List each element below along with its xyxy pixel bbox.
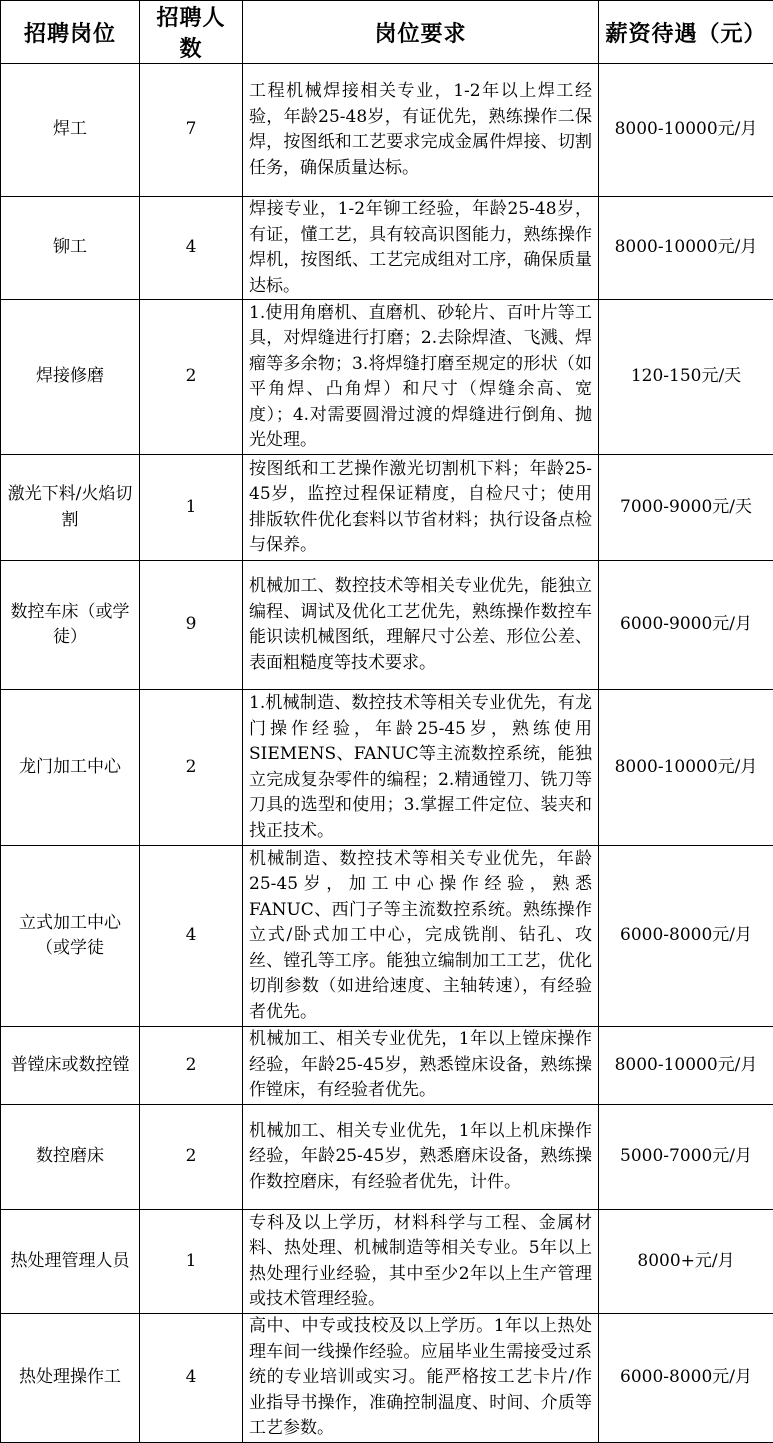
requirements-cell: 机械加工、相关专业优先，1年以上机床操作经验，年龄25-45岁，熟悉磨床设备，熟练操作数控磨床，有经验者优先，计件。 [243,1105,599,1210]
requirements-cell: 按图纸和工艺操作激光切割机下料；年龄25-45岁，监控过程保证精度，自检尺寸；使用排版软件优化套料以节省材料；执行设备点检与保养。 [243,455,599,561]
requirements-cell: 1.机械制造、数控技术等相关专业优先，有龙门操作经验，年龄25-45岁，熟练使用SIEMENS、FANUC等主流数控系统，能独立完成复杂零件的编程；2.精通镗刀、铣刀等刀具的选型和使用；3.掌握工件定位、装夹和找正技术。 [243,690,599,846]
table-row [1,64,773,197]
header-row [1,1,773,64]
position-cell: 普镗床或数控镗 [1,1027,140,1105]
header-requirements: 岗位要求 [243,1,599,64]
count-cell: 2 [140,300,243,455]
requirements-cell: 高中、中专或技校及以上学历。1年以上热处理车间一线操作经验。应届毕业生需接受过系统的专业培训或实习。能严格按工艺卡片/作业指导书操作，准确控制温度、时间、介质等工艺参数。 [243,1314,599,1443]
requirements-cell: 机械加工、相关专业优先，1年以上镗床操作经验，年龄25-45岁，熟悉镗床设备，熟练操作镗床，有经验者优先。 [243,1027,599,1105]
requirements-cell: 机械制造、数控技术等相关专业优先，年龄25-45岁，加工中心操作经验，熟悉FANUC、西门子等主流数控系统。熟练操作立式/卧式加工中心，完成铣削、钻孔、攻丝、镗孔等工序。能独立编制加工工艺，优化切削参数（如进给速度、主轴转速），有经验者优先。 [243,846,599,1027]
table-row [1,455,773,561]
table-row [1,197,773,300]
table-row [1,690,773,846]
salary-cell: 5000-7000元/月 [599,1105,773,1210]
table-row [1,1105,773,1210]
count-cell: 4 [140,846,243,1027]
table-row [1,561,773,690]
salary-cell: 8000-10000元/月 [599,690,773,846]
position-cell: 龙门加工中心 [1,690,140,846]
count-cell: 4 [140,197,243,300]
position-cell: 热处理操作工 [1,1314,140,1443]
position-cell: 数控车床（或学徒） [1,561,140,690]
header-position: 招聘岗位 [1,1,140,64]
count-cell: 2 [140,1027,243,1105]
count-cell: 9 [140,561,243,690]
position-cell: 焊接修磨 [1,300,140,455]
count-cell: 1 [140,1210,243,1314]
table-row [1,846,773,1027]
requirements-cell: 专科及以上学历，材料科学与工程、金属材料、热处理、机械制造等相关专业。5年以上热处理行业经验，其中至少2年以上生产管理或技术管理经验。 [243,1210,599,1314]
salary-cell: 6000-8000元/月 [599,1314,773,1443]
count-cell: 1 [140,455,243,561]
salary-cell: 7000-9000元/天 [599,455,773,561]
salary-cell: 8000-10000元/月 [599,197,773,300]
position-cell: 数控磨床 [1,1105,140,1210]
position-cell: 立式加工中心（或学徒 [1,846,140,1027]
table-row [1,1027,773,1105]
salary-cell: 6000-8000元/月 [599,846,773,1027]
count-cell: 4 [140,1314,243,1443]
salary-cell: 8000-10000元/月 [599,64,773,197]
salary-cell: 6000-9000元/月 [599,561,773,690]
requirements-cell: 机械加工、数控技术等相关专业优先，能独立编程、调试及优化工艺优先，熟练操作数控车能识读机械图纸，理解尺寸公差、形位公差、表面粗糙度等技术要求。 [243,561,599,690]
position-cell: 焊工 [1,64,140,197]
requirements-cell: 工程机械焊接相关专业，1-2年以上焊工经验，年龄25-48岁，有证优先，熟练操作二保焊，按图纸和工艺要求完成金属件焊接、切割任务，确保质量达标。 [243,64,599,197]
position-cell: 热处理管理人员 [1,1210,140,1314]
header-count: 招聘人数 [140,1,243,64]
requirements-cell: 1.使用角磨机、直磨机、砂轮片、百叶片等工具，对焊缝进行打磨；2.去除焊渣、飞溅、焊瘤等多余物；3.将焊缝打磨至规定的形状（如平角焊、凸角焊）和尺寸（焊缝余高、宽度）；4.对需要圆滑过渡的焊缝进行倒角、抛光处理。 [243,300,599,455]
position-cell: 激光下料/火焰切割 [1,455,140,561]
requirements-cell: 焊接专业，1-2年铆工经验，年龄25-48岁，有证，懂工艺，具有较高识图能力，熟练操作焊机，按图纸、工艺完成组对工序，确保质量达标。 [243,197,599,300]
header-salary: 薪资待遇（元） [599,1,773,64]
table-row [1,1314,773,1443]
salary-cell: 8000+元/月 [599,1210,773,1314]
table-row [1,300,773,455]
salary-cell: 120-150元/天 [599,300,773,455]
count-cell: 7 [140,64,243,197]
count-cell: 2 [140,1105,243,1210]
salary-cell: 8000-10000元/月 [599,1027,773,1105]
position-cell: 铆工 [1,197,140,300]
table-row [1,1210,773,1314]
count-cell: 2 [140,690,243,846]
